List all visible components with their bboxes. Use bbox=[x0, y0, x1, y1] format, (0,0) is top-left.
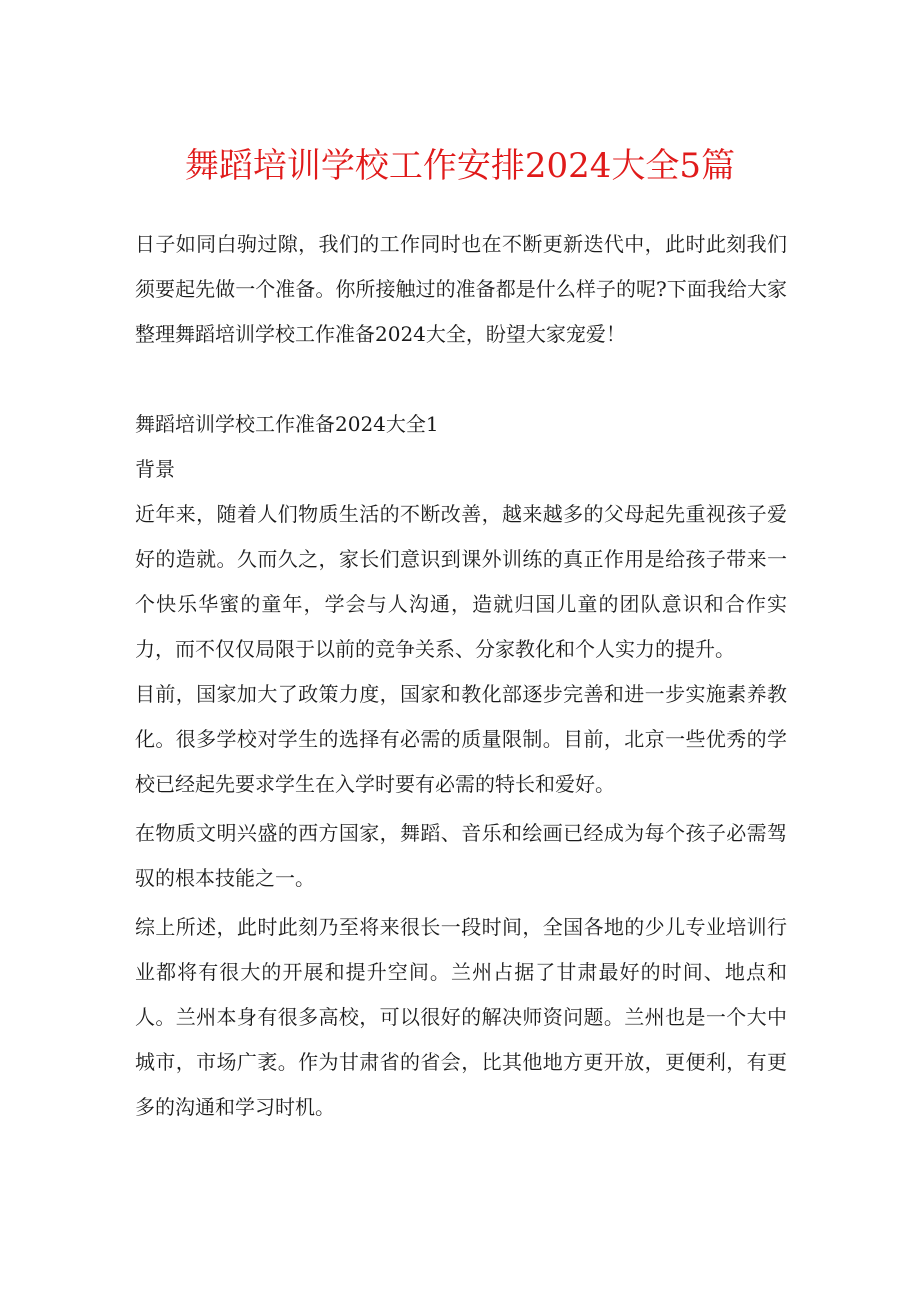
body-paragraph-3: 在物质文明兴盛的西方国家，舞蹈、音乐和绘画已经成为每个孩子必需驾驭的根本技能之一。 bbox=[135, 821, 787, 890]
document-title: 舞蹈培训学校工作安排2024大全5篇 bbox=[184, 146, 736, 186]
body-paragraph-2: 目前，国家加大了政策力度，国家和教化部逐步完善和进一步实施素养教化。很多学校对学生的选择有必需的质量限制。目前，北京一些优秀的学校已经起先要求学生在入学时要有必需的特长和爱好。 bbox=[135, 682, 787, 796]
intro-paragraph: 日子如同白驹过隙，我们的工作同时也在不断更新迭代中，此时此刻我们须要起先做一个准备。你所接触过的准备都是什么样子的呢?下面我给大家整理舞蹈培训学校工作准备2024大全，盼望大家宠爱！ bbox=[135, 232, 787, 346]
section-heading: 舞蹈培训学校工作准备2024大全1 bbox=[135, 412, 439, 436]
subheading: 背景 bbox=[135, 457, 175, 481]
body-paragraph-1: 近年来，随着人们物质生活的不断改善，越来越多的父母起先重视孩子爱好的造就。久而久之，家长们意识到课外训练的真正作用是给孩子带来一个快乐华蜜的童年，学会与人沟通，造就归国儿童的团队意识和合作实力，而不仅仅局限于以前的竞争关系、分家教化和个人实力的提升。 bbox=[135, 502, 787, 661]
document-body bbox=[135, 222, 787, 1130]
spacer bbox=[135, 357, 787, 402]
body-paragraph-4: 综上所述，此时此刻乃至将来很长一段时间，全国各地的少儿专业培训行业都将有很大的开展和提升空间。兰州占据了甘肃最好的时间、地点和人。兰州本身有很多高校，可以很好的解决师资问题。兰州也是一个大中城市，市场广袤。作为甘肃省的省会，比其他地方更开放，更便利，有更多的沟通和学习时机。 bbox=[135, 915, 787, 1119]
